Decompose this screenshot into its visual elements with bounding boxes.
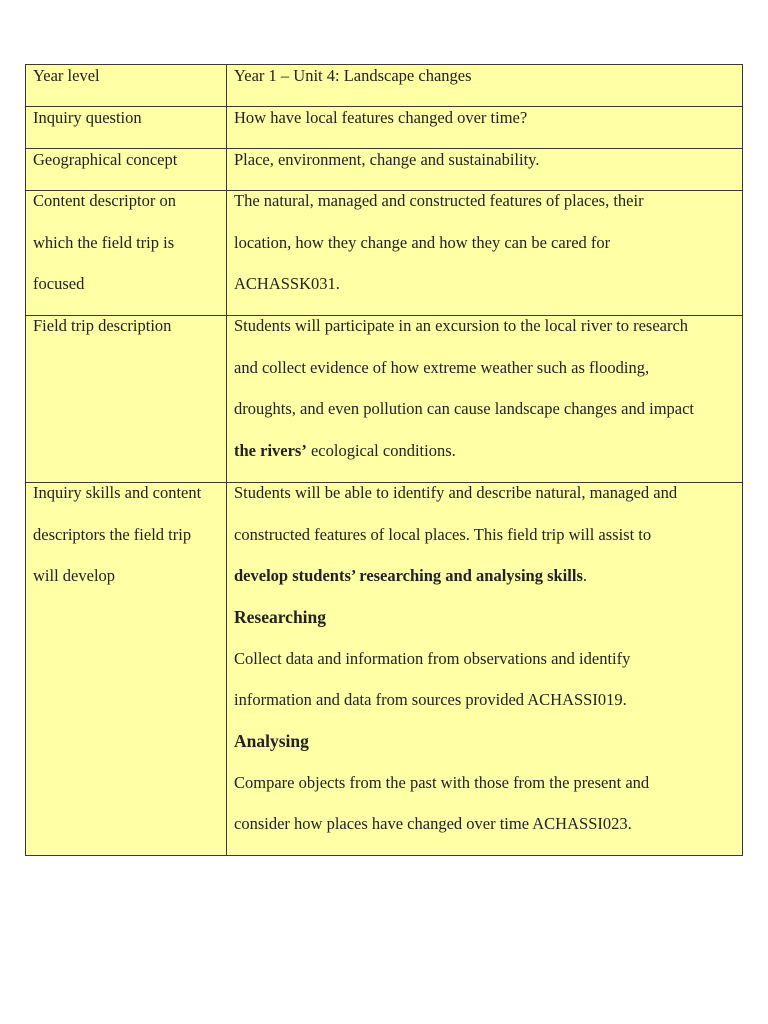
- field-trip-description-line: droughts, and even pollution can cause landscape changes and impact: [234, 399, 695, 418]
- table-row-inquiry-question: [26, 107, 743, 149]
- inquiry-skills-intro-line: constructed features of local places. This field trip will assist to: [234, 524, 652, 544]
- label-cell: [26, 107, 227, 149]
- value-cell: [227, 316, 743, 483]
- inquiry-skills-label-line: Inquiry skills and content: [33, 483, 202, 502]
- researching-line: information and data from sources provided ACHASSI019.: [234, 690, 627, 709]
- inquiry-skills-intro-line: Students will be able to identify and describe natural, managed and: [234, 483, 678, 502]
- table-row-inquiry-skills: [26, 483, 743, 856]
- content-descriptor-label-line: which the field trip is: [33, 232, 175, 252]
- value-cell: [227, 483, 743, 856]
- field-trip-description-bold-text: the rivers’: [234, 440, 307, 460]
- inquiry-skills-label-line: descriptors the field trip: [33, 524, 192, 544]
- inquiry-skills-intro-line: [234, 555, 735, 597]
- field-trip-plan-table: [25, 64, 743, 856]
- label-cell: [26, 65, 227, 107]
- table-row-content-descriptor: [26, 191, 743, 316]
- field-trip-description-line: Students will participate in an excursion to the local river to research: [234, 316, 689, 335]
- analysing-heading: Analysing: [234, 730, 309, 751]
- table-row-year-level: [26, 65, 743, 107]
- inquiry-skills-label-line: will develop: [33, 566, 116, 585]
- field-trip-description-line: and collect evidence of how extreme weather such as flooding,: [234, 357, 650, 377]
- inquiry-skills-intro-bold-text: develop students’ researching and analysing skills: [234, 566, 583, 585]
- label-cell: [26, 191, 227, 316]
- value-cell: [227, 107, 743, 149]
- value-cell: [227, 65, 743, 107]
- inquiry-question-value: How have local features changed over time?: [234, 108, 528, 127]
- inquiry-question-label: Inquiry question: [33, 108, 142, 127]
- content-descriptor-value-line: The natural, managed and constructed features of places, their: [234, 191, 644, 210]
- value-cell: [227, 191, 743, 316]
- label-cell: [26, 316, 227, 483]
- content-descriptor-value-line: ACHASSK031.: [234, 274, 340, 293]
- label-cell: [26, 483, 227, 856]
- field-trip-description-rest-text: ecological conditions.: [306, 440, 456, 460]
- geographical-concept-label: Geographical concept: [33, 150, 178, 169]
- researching-heading: Researching: [234, 606, 327, 627]
- geographical-concept-value: Place, environment, change and sustainability.: [234, 150, 540, 169]
- researching-line: Collect data and information from observations and identify: [234, 648, 631, 668]
- year-level-label: Year level: [33, 66, 100, 85]
- table-row-field-trip-description: [26, 316, 743, 483]
- analysing-line: consider how places have changed over time ACHASSI023.: [234, 814, 632, 833]
- field-trip-description-label: Field trip description: [33, 316, 172, 335]
- year-level-value: Year 1 – Unit 4: Landscape changes: [234, 66, 472, 85]
- field-trip-description-line: [234, 430, 735, 472]
- content-descriptor-value-line: location, how they change and how they can be cared for: [234, 232, 611, 252]
- analysing-line: Compare objects from the past with those from the present and: [234, 772, 650, 792]
- content-descriptor-label-line: focused: [33, 274, 85, 293]
- content-descriptor-label-line: Content descriptor on: [33, 191, 176, 210]
- inquiry-skills-intro-end: .: [582, 566, 587, 585]
